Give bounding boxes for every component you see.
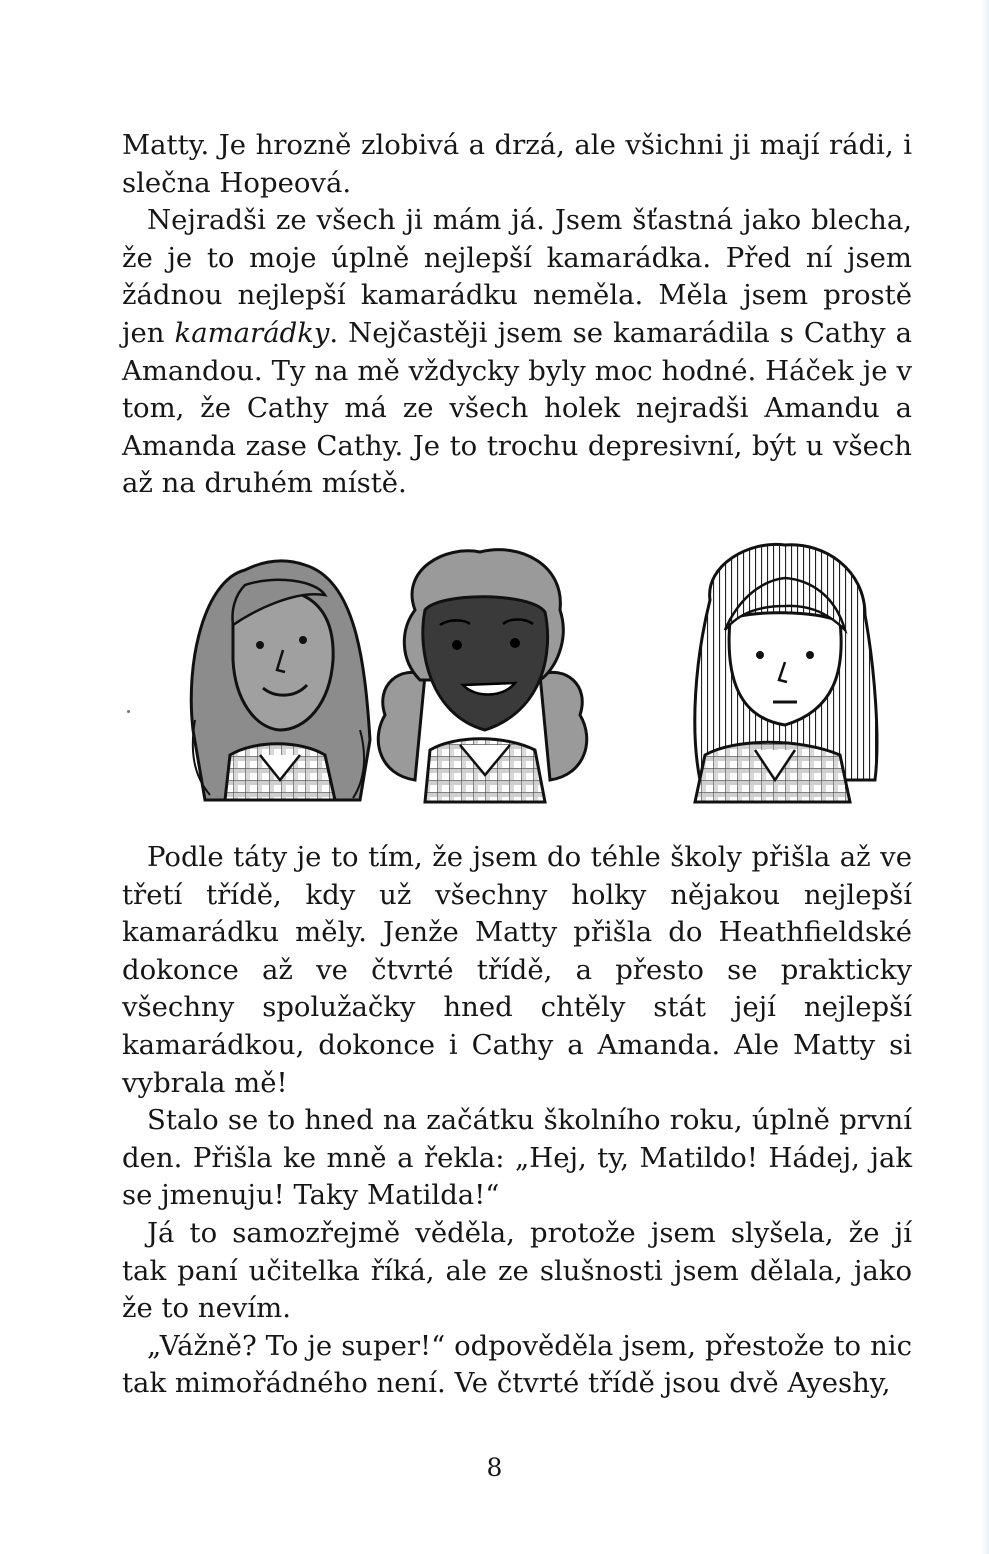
paragraph-1: Matty. Je hrozně zlobivá a drzá, ale všichni ji mají rádi, i slečna Hopeová. (122, 129, 912, 199)
text-block-top (122, 127, 912, 503)
paragraph-5: Já to samozřejmě věděla, protože jsem slyšela, že jí tak paní učitelka říká, ale ze slušnosti jsem dělala, jako že to nevím. (122, 1216, 912, 1325)
girl-curly-hair (378, 550, 587, 802)
page-edge-shadow (981, 0, 989, 1554)
girl-long-hair (191, 561, 370, 800)
paragraph-2 (122, 202, 912, 503)
paragraph-2-part-a: Nejradši ze všech ji mám já. Jsem šťastná jako blecha, že je to moje úplně nejlepší kamarádka. Před ní jsem žádnou nejlepší kamarádku neměla. Měla jsem prostě jen (122, 204, 912, 349)
girl-wavy-hair (695, 544, 877, 802)
paragraph-2-part-b: . Nejčastěji jsem se kamarádila s Cathy a Amandou. Ty na mě vždycky byly moc hodné. Háček je v tom, že Cathy má ze všech holek nejradši Amandu a Amanda zase Cathy. Je to trochu depresivní, být u všech až na druhém místě. (122, 316, 912, 500)
paragraph-4: Stalo se to hned na začátku školního roku, úplně první den. Přišla ke mně a řekla: „Hej, ty, Matildo! Hádej, jak se jmenuju! Taky Matilda!“ (122, 1104, 912, 1212)
illustration-three-girls (185, 540, 885, 805)
page-number: 8 (486, 1453, 503, 1482)
paragraph-2-emphasis: kamarádky (174, 316, 330, 349)
paragraph-3: Podle táty je to tím, že jsem do téhle školy přišla až ve třetí třídě, kdy už všechny holky nějakou nejlepší kamarádku měly. Jenže Matty přišla do Heathfieldské dokonce až ve čtvrté třídě, a přesto se prakticky všechny spolužačky hned chtěly stát její nejlepší kamarádkou, dokonce i Cathy a Amanda. Ale Matty si vybrala mě! (122, 841, 912, 1099)
paper-speck (127, 710, 130, 713)
paragraph-6: „Vážně? To je super!“ odpověděla jsem, přestože to nic tak mimořádného není. Ve čtvrté třídě jsou dvě Ayeshy, (122, 1329, 912, 1400)
text-block-bottom (122, 839, 912, 1403)
